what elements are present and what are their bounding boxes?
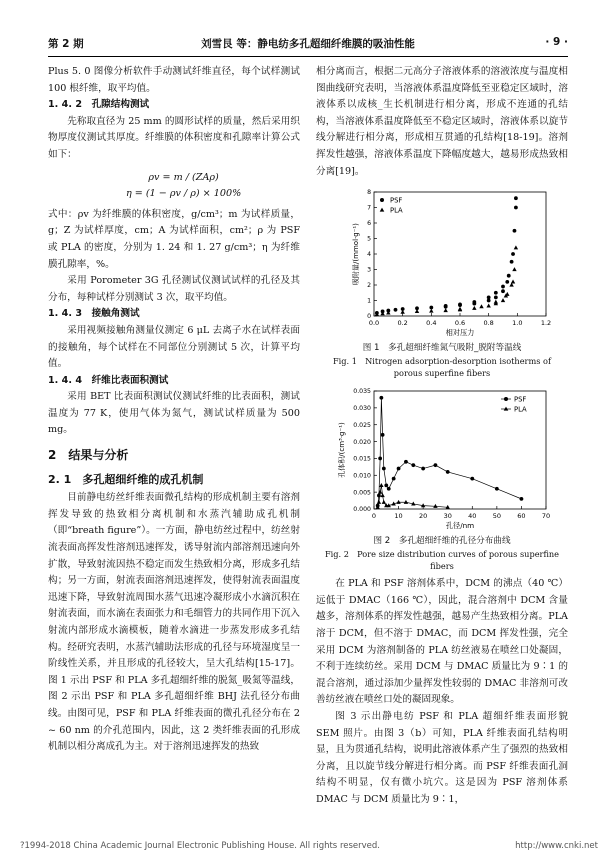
paragraph-variables: 式中：ρv 为纤维膜的体积密度，g/cm³；m 为试样质量，g；Z 为试样厚度，cm；A 为试样面积，cm²；ρ 为 PSF 或 PLA 的密度，分别为 1. 24 和 1. 27 g/cm³；η 为纤维膜孔隙率，%。 <box>48 208 300 270</box>
fig2-y-tick-label: 0.020 <box>353 438 371 446</box>
fig1-point-psf <box>501 289 505 293</box>
fig1-point-pla <box>472 306 476 310</box>
figure-2-caption-en: Fig. 2 Pore size distribution curves of porous superfine fibers <box>324 549 560 572</box>
fig2-point-psf <box>382 467 386 471</box>
fig2-legend-label-pla: PLA <box>514 405 527 414</box>
fig1-point-psf <box>444 304 448 308</box>
running-title: 刘雪艮 等：静电纺多孔超细纤维膜的吸油性能 <box>201 38 415 50</box>
fig2-point-pla <box>379 483 383 487</box>
left-column <box>48 64 300 756</box>
fig1-point-psf <box>472 300 476 304</box>
fig2-y-tick-label: 0.015 <box>353 455 371 463</box>
header-rule <box>48 56 568 57</box>
fig2-y-tick-label: 0.030 <box>353 405 371 413</box>
fig1-point-pla <box>458 307 462 311</box>
fig1-point-pla <box>429 309 433 313</box>
fig2-x-tick-label: 10 <box>394 512 403 521</box>
fig1-point-psf <box>510 260 514 264</box>
fig2-series-line-psf <box>378 398 522 506</box>
fig1-y-tick-label: 2 <box>367 282 371 290</box>
fig1-point-pla <box>479 304 483 308</box>
fig1-x-tick-label: 0.8 <box>483 319 494 328</box>
fig1-point-psf <box>511 252 515 256</box>
paragraph-solvent-system: 在 PLA 和 PSF 溶剂体系中，DCM 的沸点（40 ℃）远低于 DMAC（166 ℃），因此，混合溶剂中 DCM 含量越多，溶剂体系的挥发性越强，越易产生热致相分离。PLA 溶于 DCM，但不溶于 DMAC，而 DCM 挥发性强，完全采用 DCM 为溶剂制备的 PLA 纺丝液易在喷丝口处凝固，不利于连续纺丝。采用 DCM 与 DMAC 质量比为 9∶1 的混合溶剂，通过添加少量挥发性较弱的 DMAC 非溶剂可改善纺丝液在喷丝口处的凝固现象。 <box>316 578 568 706</box>
fig2-y-tick-label: 0.035 <box>353 388 371 396</box>
fig2-x-axis-label: 孔径/nm <box>445 521 475 531</box>
fig2-point-psf <box>470 477 474 481</box>
fig1-y-tick-label: 8 <box>367 189 371 197</box>
fig1-x-tick-label: 0.0 <box>368 319 380 328</box>
figure-1-isotherm-chart <box>316 186 568 342</box>
formula-porosity: η = (1 − ρv / ρ) × 100% <box>125 188 242 200</box>
fig1-point-psf <box>507 274 511 278</box>
fig1-point-pla <box>415 309 419 313</box>
fig1-point-pla <box>400 310 404 314</box>
fig2-point-psf <box>446 470 450 474</box>
fig1-point-psf <box>514 206 518 210</box>
fig2-y-tick-label: 0.010 <box>353 472 371 480</box>
fig1-point-pla <box>494 300 498 304</box>
section-1-4-4-heading: 1. 4. 4 纤维比表面积测试 <box>48 374 169 386</box>
fig1-legend-marker-psf <box>380 198 384 202</box>
fig1-point-pla <box>501 298 505 302</box>
section-2-heading: 2 结果与分析 <box>48 448 129 463</box>
figure-1-container <box>316 186 568 342</box>
fig2-point-psf <box>392 477 396 481</box>
fig1-point-psf <box>458 303 462 307</box>
fig2-point-pla <box>404 500 408 504</box>
figure-1-caption: 图 1 多孔超细纤维氮气吸附_脱附等温线 <box>362 343 522 354</box>
fig1-x-tick-label: 0.6 <box>454 319 466 328</box>
fig1-point-pla <box>514 246 518 250</box>
fig2-point-pla <box>396 500 400 504</box>
formula-bulk-density: ρv = m / (ZAρ) <box>148 171 219 183</box>
right-column <box>316 64 568 808</box>
fig1-point-psf <box>494 291 498 295</box>
fig2-point-psf <box>378 457 382 461</box>
fig1-point-psf <box>487 296 491 300</box>
fig2-x-tick-label: 60 <box>517 512 526 521</box>
figure-1-caption-en-line2: porous superfine fibers <box>393 368 491 379</box>
fig2-point-psf <box>404 460 408 464</box>
fig2-x-tick-label: 40 <box>468 512 477 521</box>
fig1-point-pla <box>512 267 516 271</box>
fig2-point-psf <box>421 467 425 471</box>
fig2-y-tick-label: 0.025 <box>353 422 371 430</box>
fig2-x-tick-label: 0 <box>371 512 377 521</box>
section-2-1-heading: 2. 1 多孔超细纤维的成孔机制 <box>48 472 204 486</box>
fig1-legend-marker-pla <box>380 208 385 212</box>
fig2-point-psf <box>397 467 401 471</box>
fig1-point-pla <box>443 308 447 312</box>
fig1-point-psf <box>501 285 505 289</box>
fig2-x-tick-label: 30 <box>443 512 452 521</box>
page-number: · 9 · <box>545 36 568 48</box>
fig2-y-tick-label: 0.000 <box>353 506 371 514</box>
paragraph-1-4-3: 采用视频接触角测量仪测定 6 μL 去离子水在试样表面的接触角，每个试样在不同部位分别测试 5 次，计算平均值。 <box>48 324 300 370</box>
footer-url[interactable]: http://www.cnki.net <box>515 841 598 851</box>
paragraph-1-4-2: 先称取直径为 25 mm 的圆形试样的质量，然后采用织物厚度仪测试其厚度。纤维膜的体积密度和孔隙率计算公式如下： <box>48 115 300 160</box>
paragraph-porometer: 采用 Porometer 3G 孔径测试仪测试试样的孔径及其分布，每种试样分别测试 3 次，取平均值。 <box>48 275 300 303</box>
fig1-x-tick-label: 0.2 <box>397 319 408 328</box>
fig1-y-tick-label: 6 <box>367 220 371 228</box>
fig1-y-tick-label: 5 <box>367 235 371 243</box>
fig2-point-psf <box>520 497 524 501</box>
fig1-x-axis-label: 相对压力 <box>445 328 475 338</box>
fig1-y-tick-label: 0 <box>367 313 371 321</box>
fig1-point-pla <box>486 304 490 308</box>
fig2-point-pla <box>382 500 386 504</box>
figure-2-caption: 图 2 多孔超细纤维的孔径分布曲线 <box>373 536 511 547</box>
fig1-point-psf <box>513 229 517 233</box>
fig2-y-axis-label: 孔体积/(cm³·g⁻¹) <box>338 422 346 478</box>
fig2-point-psf <box>411 463 415 467</box>
fig1-point-psf <box>394 308 398 312</box>
fig1-y-tick-label: 4 <box>367 251 371 259</box>
fig2-y-tick-label: 0.005 <box>353 489 371 497</box>
issue-number: 第 2 期 <box>48 38 84 50</box>
fig1-x-tick-label: 1.0 <box>512 319 523 328</box>
fig2-point-pla <box>377 500 381 504</box>
figure-1-caption-en-line1: Fig. 1 Nitrogen adsorption-desorption isotherms of <box>333 356 551 367</box>
footer-copyright: ?1994-2018 China Academic Journal Electronic Publishing House. All rights reserved. <box>20 841 380 851</box>
figure-2-container <box>316 385 568 535</box>
fig2-legend-marker-pla <box>504 407 509 411</box>
section-1-4-3-heading: 1. 4. 3 接触角测试 <box>48 308 140 320</box>
fig1-point-pla <box>511 280 515 284</box>
paragraph-2-1: 目前静电纺丝纤维表面微孔结构的形成机制主要有溶剂挥发导致的热致相分离机制和水蒸汽辅助成孔机制（即“breath figure”）。一方面，静电纺丝过程中，纺丝射流表面高挥发性溶剂迅速挥发，诱导射流内部溶剂迅速向外扩散，导致射流因热不稳定而发生热致相分离，形成多孔结构；另一方面，射流表面溶剂迅速挥发，使得射流表面温度迅速下降，导致射流周围水蒸气迅速冷凝形成小水滴沉积在射流表面，而水滴在表面张力和毛细管力的共同作用下沉入射流内部形成水滴模板，随着水滴进一步蒸发形成多孔结构。经研究表明，水蒸汽辅助法形成的孔径与环境湿度呈一阶线性关系，并且形成的孔径较大，呈大孔结构[15-17]。图 1 示出 PSF 和 PLA 多孔超细纤维的脱氮_吸氮等温线，图 2 示出 PSF 和 PLA 多孔超细纤维 BHJ 法孔径分布曲线。由图可见，PSF 和 PLA 纤维表面的微孔孔径分布在 2 ~ 60 nm 的介孔范围内，因此，这 2 类纤维表面的孔形成机制以相分离成孔为主。对于溶剂迅速挥发的热致 <box>48 492 300 753</box>
fig1-y-tick-label: 1 <box>367 297 371 305</box>
fig2-legend-marker-psf <box>504 397 508 401</box>
fig2-x-tick-label: 20 <box>419 512 428 521</box>
section-1-4-2-heading: 1. 4. 2 孔隙结构测试 <box>48 99 150 111</box>
fig1-legend-label-psf: PSF <box>390 196 403 205</box>
fig1-y-axis-label: 吸附量/(mmol·g⁻¹) <box>352 223 360 286</box>
paragraph-phase-separation: 相分离而言，根据二元高分子溶液体系的溶液浓度与温度相图曲线研究表明，当溶液体系温度降低至亚稳定区域时，溶液体系以成核_生长机制进行相分离，形成不连通的孔结构，当溶液体系温度降低至不稳定区域时，溶液体系以旋节线分解进行相分离，形成相互贯通的孔结构[18-19]。溶剂挥发性越强，溶液体系温度下降幅度越大，越易形成热致相分离[19]。 <box>316 66 568 177</box>
fig1-legend-label-pla: PLA <box>390 206 403 215</box>
fig2-point-psf <box>434 463 438 467</box>
fig1-x-tick-label: 0.4 <box>426 319 437 328</box>
fig2-point-psf <box>387 487 391 491</box>
fig1-point-psf <box>494 296 498 300</box>
fig1-point-psf <box>505 280 509 284</box>
running-header <box>48 36 568 54</box>
fig2-point-psf <box>381 433 385 437</box>
fig1-y-tick-label: 3 <box>367 266 371 274</box>
figure-2-pore-size-chart <box>316 385 568 535</box>
paragraph-intro: Plus 5. 0 图像分析软件手动测试纤维直径，每个试样测试 100 根纤维，取平均值。 <box>48 66 300 94</box>
fig1-point-psf <box>514 196 518 200</box>
fig2-point-psf <box>379 396 383 400</box>
fig1-y-tick-label: 7 <box>367 204 371 212</box>
fig2-legend-label-psf: PSF <box>514 395 527 404</box>
fig2-point-psf <box>495 487 499 491</box>
fig2-x-tick-label: 70 <box>541 512 551 521</box>
fig2-x-tick-label: 50 <box>492 512 501 521</box>
paragraph-figure-3: 图 3 示出静电纺 PSF 和 PLA 超细纤维表面形貌 SEM 照片。由图 3（b）可知，PLA 纤维表面孔结构明显，且为贯通孔结构，说明此溶液体系产生了强烈的热致相分离，且以旋节线分解进行相分离。而 PSF 纤维表面孔洞结构不明显，仅有微小坑穴。这是因为 PSF 溶剂体系 DMAC 与 DCM 质量比为 9∶1， <box>316 710 568 805</box>
fig1-x-tick-label: 1.2 <box>540 319 552 328</box>
paragraph-1-4-4: 采用 BET 比表面积测试仪测试纤维的比表面积，测试温度为 77 K，使用气体为氮气，测试试样质量为 500 mg。 <box>48 391 300 436</box>
fig2-point-psf <box>384 484 388 488</box>
